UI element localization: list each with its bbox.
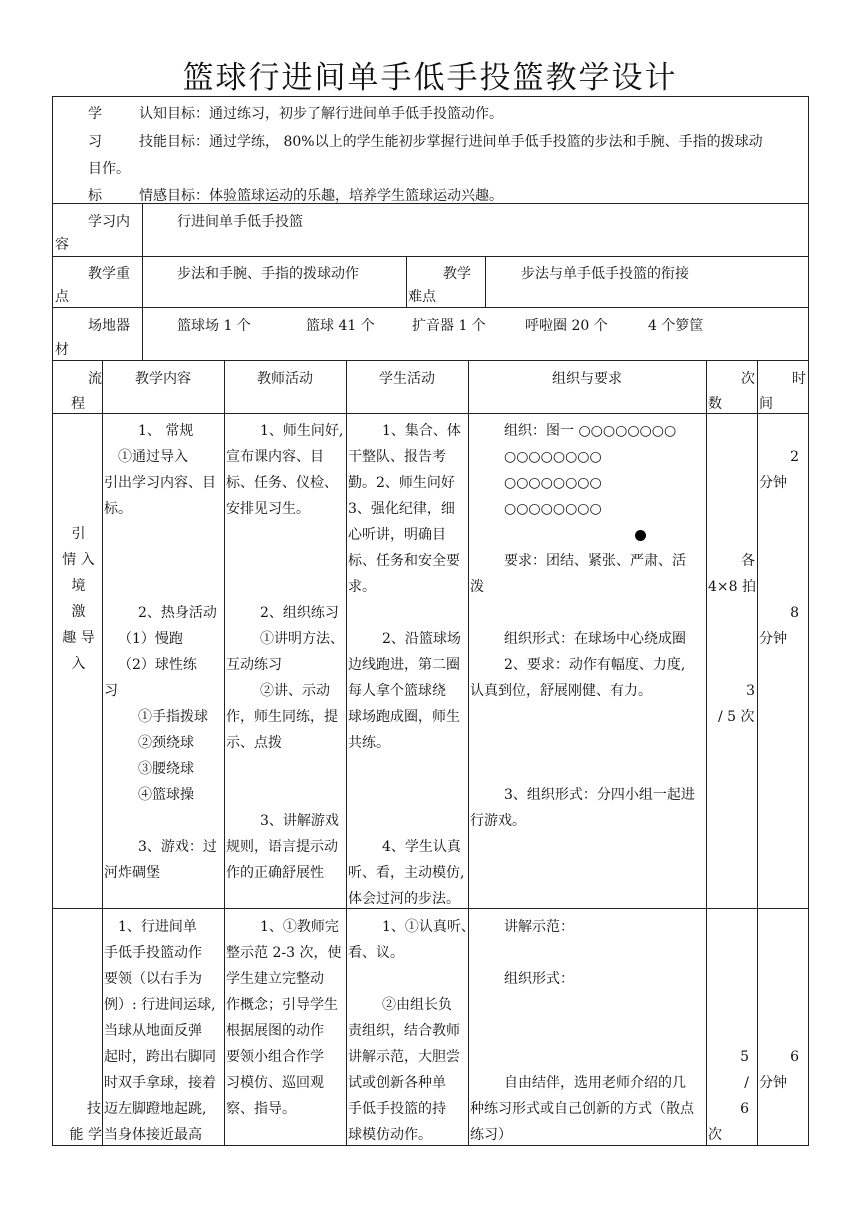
section1-content: 1、 常规 ①通过导入 引出学习内容、目 标。 2、热身活动 （1）慢跑 （2）球性练 习 ①手指拨球 ②颈绕球 ③腰绕球 ④篮球操 3、游戏：过 河炸碉堡 (104, 423, 217, 881)
section2-label: 技 能 学 (69, 1101, 102, 1143)
section1-teacher: 1、师生问好, 宣布课内容、目 标、任务、仪检、 安排见习生。 2、组织练习 ①讲明方法、 互动练习 ②讲、示动 作，师生同练，提 示、点拨 3、讲解游戏 规则，语言提示动 作的正确舒展性 (226, 423, 344, 881)
header-times: 次 (741, 371, 755, 387)
difficulty-value: 步法与单手低手投篮的衔接 (521, 266, 689, 282)
venue-item: 篮球 41 个 (306, 318, 375, 334)
header-duration-cont: 间 (759, 396, 773, 412)
section2-duration: 6 分钟 (759, 1049, 799, 1091)
content-label-cont: 容 (55, 237, 69, 253)
venue-item: 呼啦圈 20 个 (525, 318, 608, 334)
header-content: 教学内容 (135, 371, 191, 387)
venue-label: 场地器 (88, 318, 130, 334)
key-point-label: 教学重 (88, 266, 130, 282)
skill-objective-cont: 作。 (102, 161, 130, 177)
skill-objective: 技能目标：通过学练， 80%以上的学生能初步掌握行进间单手低手投篮的步法和手腕、手指的拨球动 (139, 134, 763, 150)
section1-organization: 组织：图一 ○○○○○○○○ ○○○○○○○○ ○○○○○○○○ ○○○○○○○○ 要求：团结、紧张、严肃、活 泼 组织形式：在球场中心绕成圈 2、要求：动作有幅度、力度, 认真到位，舒展刚健、有力。 3、组织形式：分四小组一起进 行游戏。 (470, 423, 695, 829)
emotion-objective: 情感目标：体验篮球运动的乐趣，培养学生篮球运动兴趣。 (139, 188, 503, 204)
header-times-cont: 数 (708, 396, 722, 412)
header-flow-cont: 程 (71, 396, 85, 412)
section1-student: 1、集合、体 干整队、报告考 勤。2、师生问好 3、强化纪律，细 心听讲，明确目 标、任务和安全要 求。 2、沿篮球场 边线跑进，第二圈 每人拿个篮球绕 球场跑成圈，师生 共练。 4、学生认真 听、看，主动模仿, 体会过河的步法。 (348, 423, 465, 907)
header-flow: 流 (88, 371, 102, 387)
content-value: 行进间单手低手投篮 (177, 214, 303, 230)
page-title: 篮球行进间单手低手投篮教学设计 (182, 60, 678, 96)
section1-duration: 2 分钟 8 分钟 (759, 449, 799, 647)
header-teacher: 教师活动 (257, 371, 313, 387)
header-organization: 组织与要求 (552, 371, 622, 387)
cognitive-objective: 认知目标：通过练习，初步了解行进间单手低手投篮动作。 (139, 106, 503, 122)
section2-teacher: 1、①教师完 整示范 2-3 次，使 学生建立完整动 作概念；引导学生 根据展图的动作 要领小组合作学 习模仿、巡回观 察、指导。 (226, 919, 342, 1117)
difficulty-label: 教学 (443, 266, 471, 282)
difficulty-label-cont: 难点 (408, 289, 436, 305)
section2-times: 5 / 6 次 (708, 1049, 749, 1143)
venue-item: 4 个箩筐 (648, 318, 704, 334)
section1-times: 各 4×8 拍 3 / 5 次 (708, 553, 756, 725)
content-label: 学习内 (88, 214, 130, 230)
venue-item: 扩音器 1 个 (412, 318, 486, 334)
objectives-label-char: 习 (88, 134, 102, 150)
section2-organization: 讲解示范： 组织形式： 自由结伴，选用老师介绍的几 种练习形式或自己创新的方式（散点 练习） (470, 919, 694, 1143)
venue-item: 篮球场 1 个 (177, 318, 251, 334)
section1-label: 引 情 入 境 激 趣 导 入 (62, 526, 95, 672)
header-duration: 时 (792, 371, 806, 387)
key-point-label-cont: 点 (55, 289, 69, 305)
objectives-label-char: 目 (88, 161, 102, 177)
header-student: 学生活动 (379, 371, 435, 387)
teacher-position-marker (635, 530, 646, 541)
key-point-value: 步法和手腕、手指的拨球动作 (177, 266, 359, 282)
venue-label-cont: 材 (55, 342, 69, 358)
section2-student: 1、①认真听、 看、议。 ②由组长负 责组织，结合教师 讲解示范，大胆尝 试或创新各种单 手低手投篮的持 球模仿动作。 (348, 919, 475, 1143)
objectives-label-char: 标 (88, 188, 102, 204)
section2-content: 1、行进间单 手低手投篮动作 要领（以右手为 例）: 行进间运球, 当球从地面反弹 起时，跨出右脚同 时双手拿球，接着 迈左脚蹬地起跳, 当身体接近最高 (104, 919, 216, 1143)
objectives-label-char: 学 (88, 106, 102, 122)
